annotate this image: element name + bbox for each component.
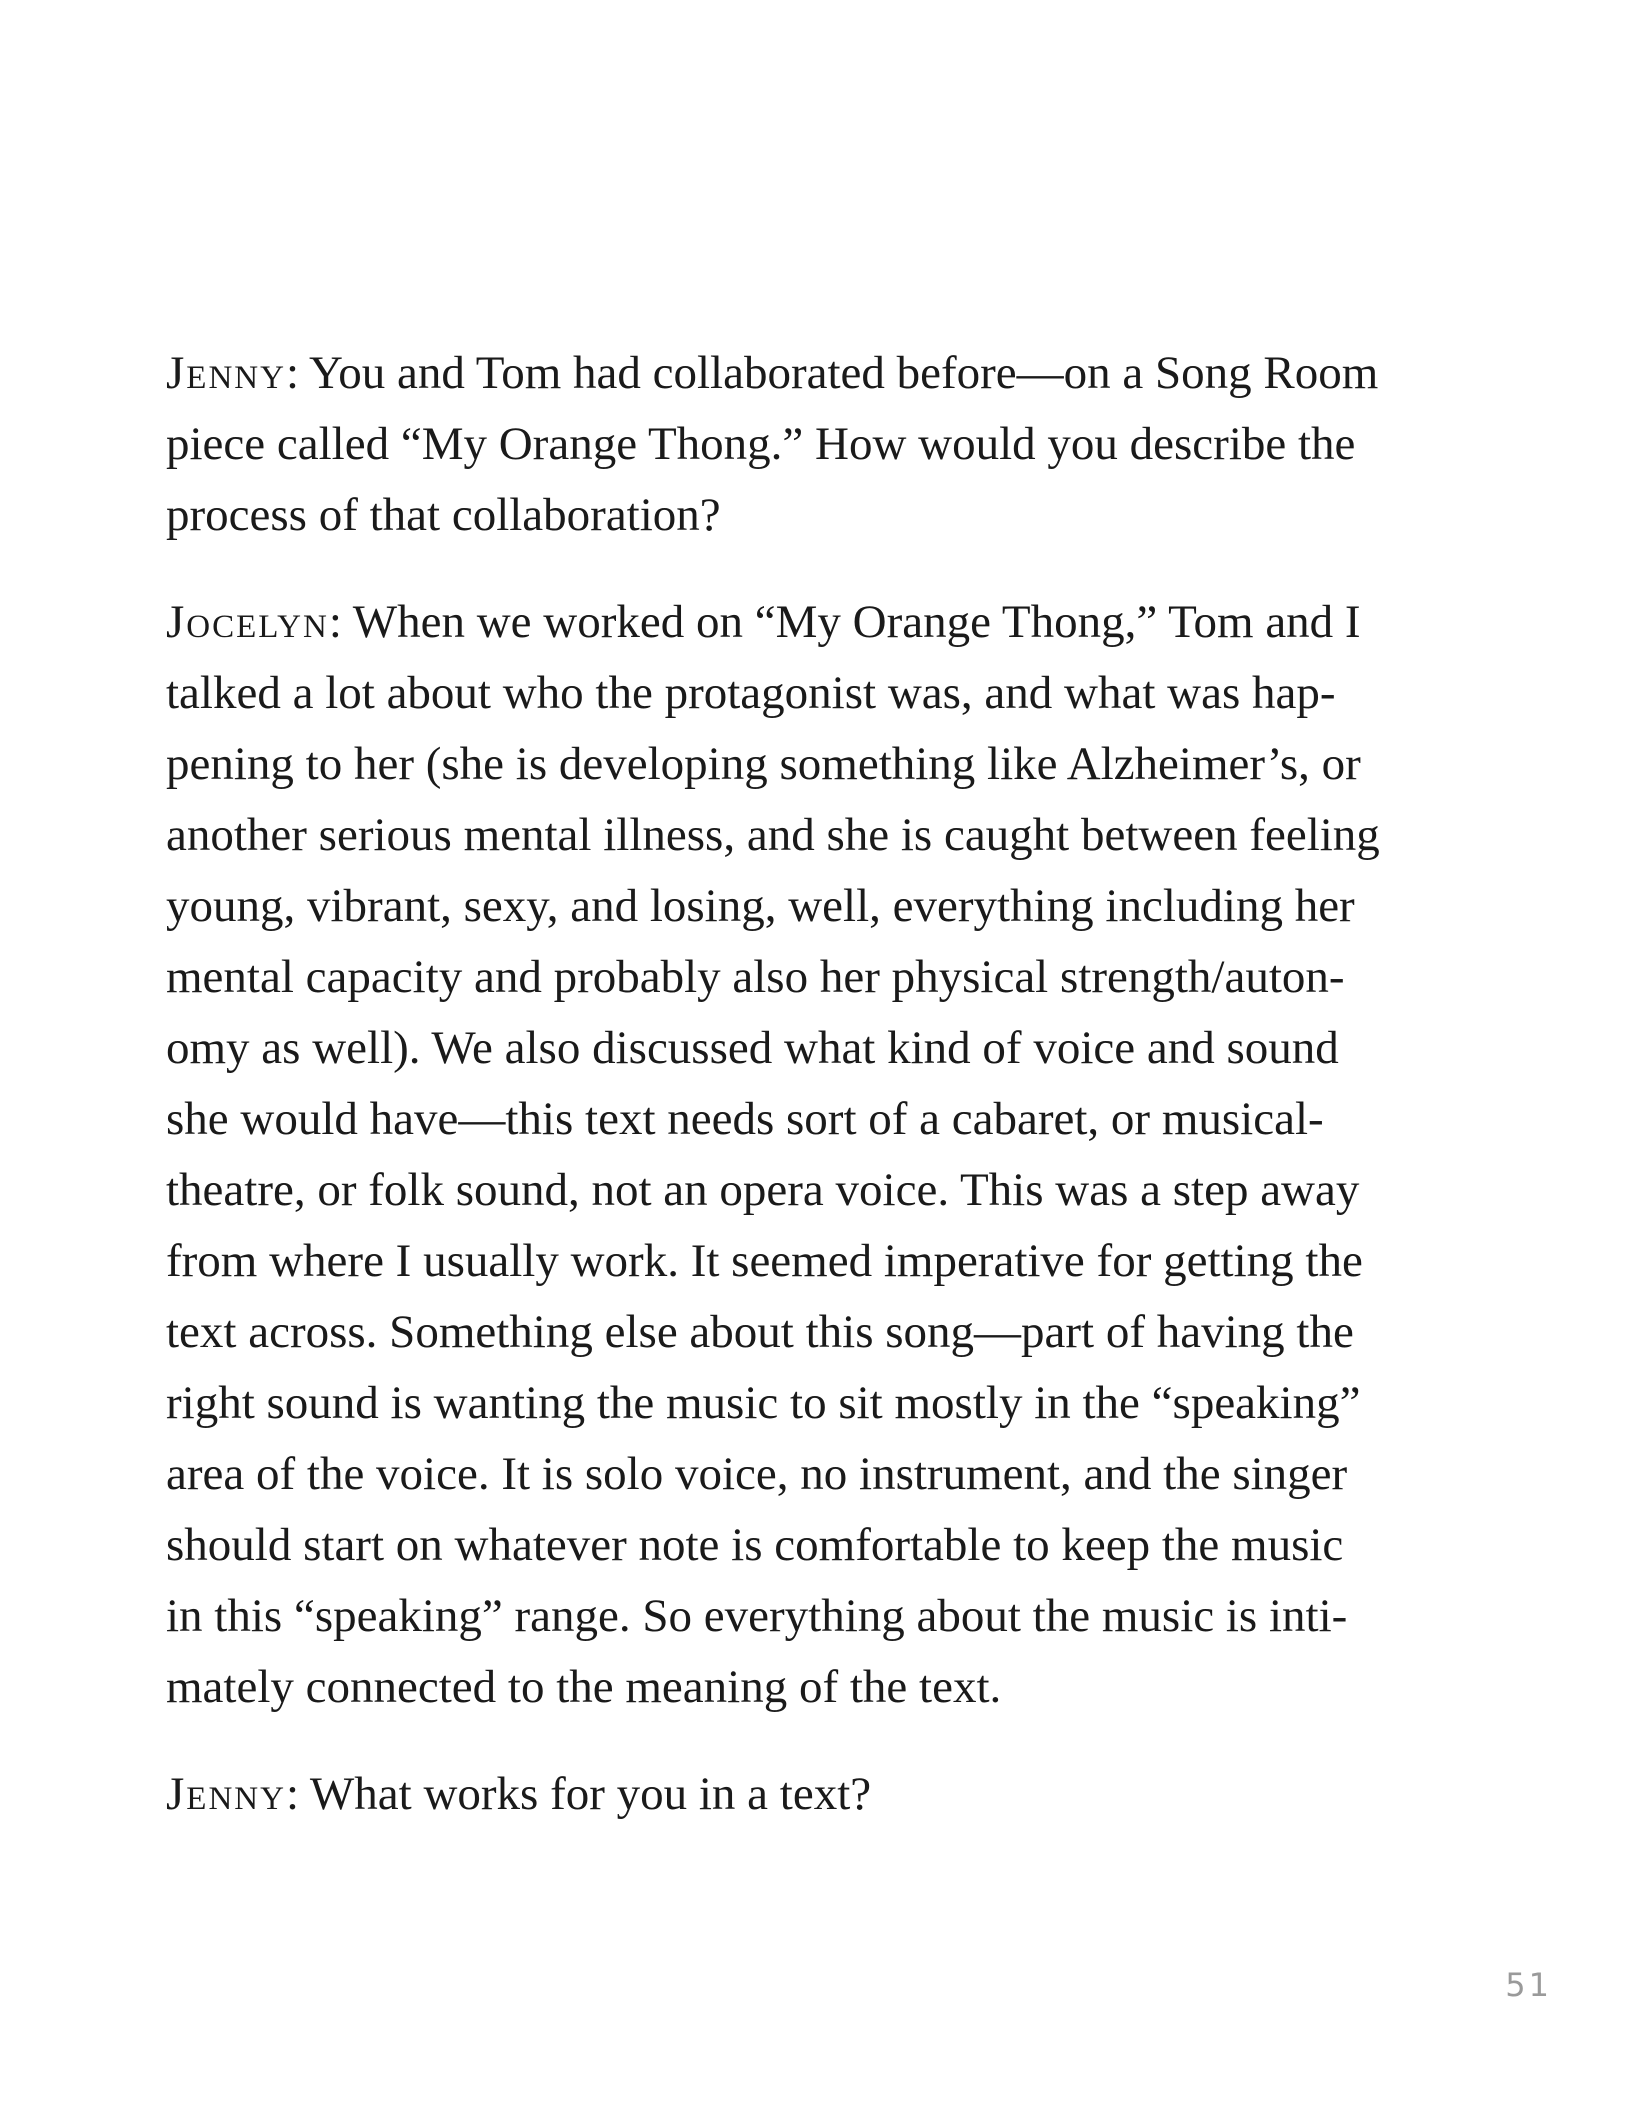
text-line: talked a lot about who the protagonist was, and what was hap- — [166, 667, 1336, 719]
text-line: pening to her (she is developing something like Alzheimer’s, or — [166, 738, 1361, 790]
text-line: she would have—this text needs sort of a cabaret, or musical- — [166, 1093, 1324, 1145]
text-line: should start on whatever note is comfortable to keep the music — [166, 1519, 1344, 1571]
text-line: from where I usually work. It seemed imperative for getting the — [166, 1235, 1363, 1287]
text-line: process of that collaboration? — [166, 489, 721, 541]
text-line: mental capacity and probably also her physical strength/auton- — [166, 951, 1345, 1003]
line-text: : When we worked on “My Orange Thong,” Tom and I — [328, 596, 1361, 648]
text-line — [166, 338, 1502, 409]
text-line — [166, 1759, 1502, 1830]
text-line — [166, 587, 1502, 658]
paragraph-jenny-question-1 — [166, 338, 1502, 551]
page-number: 51 — [1505, 1966, 1552, 2004]
text-line: another serious mental illness, and she is caught between feeling — [166, 809, 1380, 861]
text-line: right sound is wanting the music to sit mostly in the “speaking” — [166, 1377, 1361, 1429]
paragraph-gap — [166, 551, 1502, 587]
text-line: text across. Something else about this song—part of having the — [166, 1306, 1354, 1358]
paragraph-gap — [166, 1723, 1502, 1759]
text-line: omy as well). We also discussed what kind of voice and sound — [166, 1022, 1339, 1074]
text-line: mately connected to the meaning of the text. — [166, 1661, 1002, 1713]
paragraph-jenny-question-2 — [166, 1759, 1502, 1830]
interview-text — [166, 338, 1502, 1830]
speaker-name: Jenny — [166, 347, 286, 399]
line-text: : What works for you in a text? — [285, 1768, 872, 1820]
text-line: in this “speaking” range. So everything about the music is inti- — [166, 1590, 1348, 1642]
text-line: young, vibrant, sexy, and losing, well, everything including her — [166, 880, 1355, 932]
text-line: area of the voice. It is solo voice, no instrument, and the singer — [166, 1448, 1348, 1500]
text-line: piece called “My Orange Thong.” How would you describe the — [166, 418, 1356, 470]
line-text: : You and Tom had collaborated before—on a Song Room — [285, 347, 1379, 399]
paragraph-jocelyn-answer — [166, 587, 1502, 1723]
speaker-name: Jenny — [166, 1768, 286, 1820]
text-line: theatre, or folk sound, not an opera voice. This was a step away — [166, 1164, 1360, 1216]
speaker-name: Jocelyn — [166, 596, 329, 648]
